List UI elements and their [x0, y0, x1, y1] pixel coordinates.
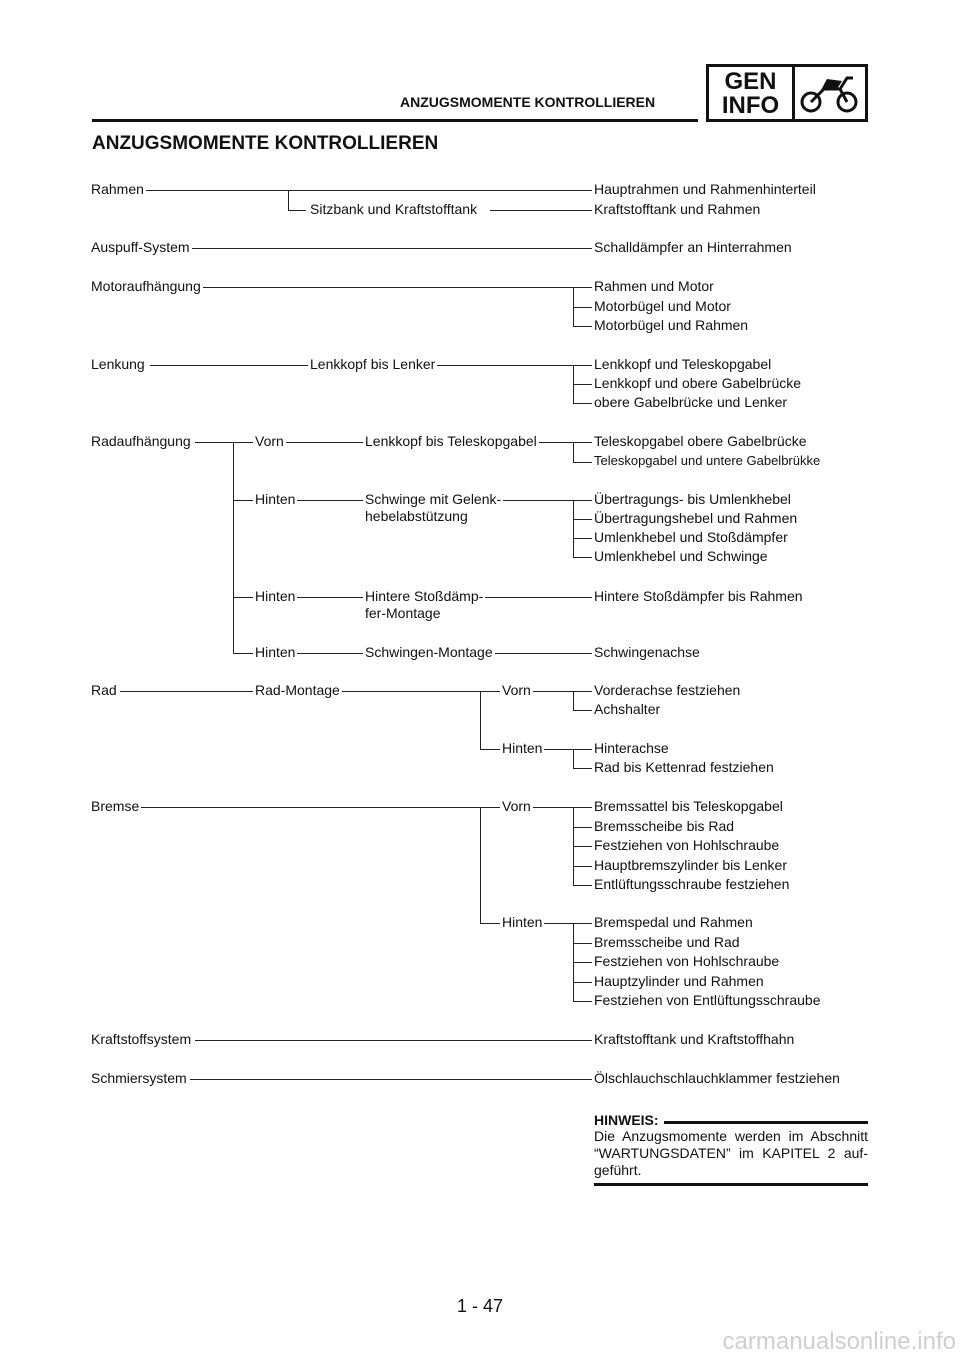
tree-label: Hinten: [502, 740, 543, 756]
page-title: ANZUGSMOMENTE KONTROLLIEREN: [92, 133, 439, 154]
tree-label: Teleskopgabel und untere Gabelbrükke: [594, 453, 821, 468]
tree-label: Vorn: [255, 433, 284, 449]
tree-label: Lenkkopf und Teleskopgabel: [594, 356, 772, 372]
tree-label: Schalldämpfer an Hinterrahmen: [594, 239, 792, 255]
tree-label: Schwingen-Montage: [365, 644, 493, 660]
tree-label: fer-Montage: [365, 605, 441, 621]
tree-label: Rahmen und Motor: [594, 278, 714, 294]
tree-label: Hauptzylinder und Rahmen: [594, 973, 764, 989]
tree-label: Rad bis Kettenrad festziehen: [594, 759, 774, 775]
tree-label: Hinterachse: [594, 740, 669, 756]
tree-label: Bremsscheibe und Rad: [594, 934, 740, 950]
tree-label: Festziehen von Hohlschraube: [594, 837, 780, 853]
tree-label: Übertragungshebel und Rahmen: [594, 510, 798, 526]
tree-label: Schwinge mit Gelenk-: [365, 491, 502, 507]
tree-label: Vorn: [502, 798, 531, 814]
gen-info-label: [709, 67, 795, 119]
tree-label: hebelabstützung: [365, 508, 468, 524]
tree-label: Vorderachse festziehen: [594, 682, 741, 698]
tree-label: Motoraufhängung: [91, 278, 201, 294]
header-rule: [92, 119, 698, 122]
tree-label: Kraftstoffsystem: [91, 1031, 192, 1047]
tree-label: Motorbügel und Rahmen: [594, 317, 749, 333]
note-bottom-rule: [594, 1183, 868, 1186]
tree-label: Achshalter: [594, 701, 661, 717]
tree-label: Festziehen von Entlüftungsschraube: [594, 992, 821, 1008]
tree-label: Festziehen von Hohlschraube: [594, 953, 780, 969]
tree-label: Sitzbank und Kraftstofftank: [310, 201, 478, 217]
tree-label: Lenkkopf bis Lenker: [310, 356, 436, 372]
tree-label: Bremsscheibe bis Rad: [594, 818, 735, 834]
tree-label: Radaufhängung: [91, 433, 191, 449]
motorcycle-icon: [797, 69, 863, 117]
tree-label: Umlenkhebel und Schwinge: [594, 548, 768, 564]
tree-label: Vorn: [502, 682, 531, 698]
tree-label: Übertragungs- bis Umlenkhebel: [594, 491, 791, 507]
page-number: 1 - 47: [456, 1296, 504, 1316]
note-label: HINWEIS:: [594, 1112, 659, 1128]
tree-label: Hauptbremszylinder bis Lenker: [594, 857, 787, 873]
tree-label: Hinten: [502, 914, 543, 930]
tree-label: Hauptrahmen und Rahmenhinterteil: [594, 181, 816, 197]
tree-label: Lenkkopf und obere Gabelbrücke: [594, 375, 802, 391]
tree-label: Schmiersystem: [91, 1070, 187, 1086]
tree-label: Entlüftungsschraube festziehen: [594, 876, 790, 892]
tree-label: Schwingenachse: [594, 644, 700, 660]
tree-label: Bremspedal und Rahmen: [594, 914, 753, 930]
tree-label: Teleskopgabel obere Gabelbrücke: [594, 433, 807, 449]
info-label: INFO: [721, 92, 780, 119]
note-text: Die Anzugsmomente werden im Abschnitt “WARTUNGSDATEN” im KAPITEL 2 auf-geführt.: [594, 1128, 868, 1178]
tree-label: Hintere Stoßdämpfer bis Rahmen: [594, 588, 803, 604]
watermark: carmanualsonline.info: [722, 1328, 956, 1355]
gen-info-badge: [706, 64, 868, 122]
tree-label: Umlenkhebel und Stoßdämpfer: [594, 529, 788, 545]
tree-label: Ölschlauchschlauchklammer festziehen: [594, 1070, 840, 1086]
tree-label: Hintere Stoßdämp-: [365, 588, 484, 604]
tree-label: obere Gabelbrücke und Lenker: [594, 394, 788, 410]
tree-label: Rad: [91, 682, 117, 698]
tree-label: Hinten: [255, 644, 296, 660]
tree-label: Hinten: [255, 491, 296, 507]
tree-label: Auspuff-System: [91, 239, 190, 255]
tree-label: Bremse: [91, 798, 140, 814]
note-top-rule: [664, 1121, 868, 1124]
tree-label: Lenkung: [91, 356, 145, 372]
tree-label: Kraftstofftank und Rahmen: [594, 201, 761, 217]
tree-label: Bremssattel bis Teleskopgabel: [594, 798, 783, 814]
header-title: ANZUGSMOMENTE KONTROLLIEREN: [400, 94, 656, 110]
tree-label: Rahmen: [91, 181, 144, 197]
tree-label: Motorbügel und Motor: [594, 298, 731, 314]
tree-label: Lenkkopf bis Teleskopgabel: [365, 433, 537, 449]
tree-label: Kraftstofftank und Kraftstoffhahn: [594, 1031, 795, 1047]
tree-label: Rad-Montage: [255, 682, 340, 698]
gen-label: GEN: [724, 68, 777, 95]
tree-label: Hinten: [255, 588, 296, 604]
